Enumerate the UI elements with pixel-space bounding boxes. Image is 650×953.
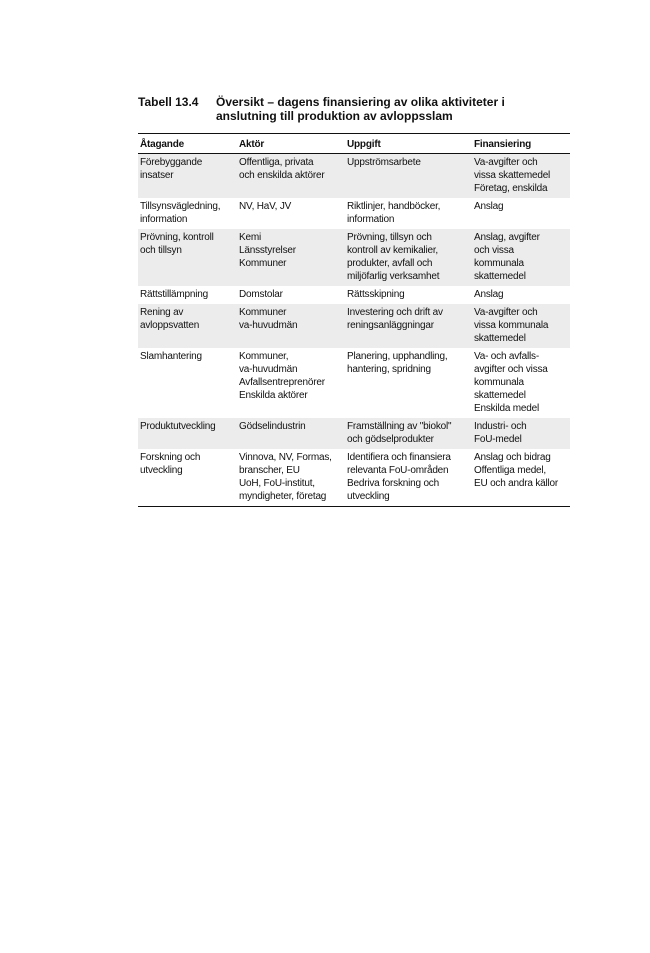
cell-text-line: Rening av [140,307,184,318]
cell-text-line: va-huvudmän [239,320,298,331]
cell-text-line: UoH, FoU-institut, [239,478,315,489]
cell-finansiering [472,229,570,286]
table-row [138,418,570,449]
cell-text-line: skattemedel [474,390,526,401]
cell-text-line: NV, HaV, JV [239,201,292,212]
cell-aktor [237,418,345,449]
cell-text-line: utveckling [140,465,183,476]
cell-aktor [237,449,345,507]
cell-atagande [138,286,237,304]
table-title: Översikt – dagens finansiering av olika aktiviteter i anslutning till produktion av avloppsslam [216,95,505,123]
cell-text-line: avloppsvatten [140,320,200,331]
cell-text-line: insatser [140,170,174,181]
cell-atagande [138,229,237,286]
cell-text-line: och gödselprodukter [347,434,434,445]
cell-text-line: relevanta FoU-områden [347,465,449,476]
table-row [138,154,570,199]
cell-text-line: och enskilda aktörer [239,170,325,181]
cell-aktor [237,154,345,199]
cell-text-line: Avfallsentreprenörer [239,377,325,388]
cell-text-line: kommunala [474,258,524,269]
cell-aktor [237,229,345,286]
cell-text-line: Rättstillämpning [140,289,208,300]
cell-finansiering [472,198,570,229]
cell-text-line: Tillsynsvägledning, [140,201,221,212]
cell-uppgift [345,418,472,449]
cell-text-line: Domstolar [239,289,283,300]
cell-text-line: Va- och avfalls- [474,351,539,362]
cell-text-line: Investering och drift av [347,307,443,318]
cell-uppgift [345,304,472,348]
table-row [138,304,570,348]
financing-table [138,133,570,507]
cell-text-line: reningsanläggningar [347,320,434,331]
table-row [138,286,570,304]
cell-atagande [138,449,237,507]
cell-uppgift [345,348,472,418]
cell-text-line: Framställning av "biokol" [347,421,452,432]
table-row [138,198,570,229]
cell-text-line: Kemi [239,232,261,243]
table-row [138,229,570,286]
cell-text-line: Enskilda aktörer [239,390,308,401]
cell-text-line: och vissa [474,245,514,256]
table-header-row [138,134,570,154]
cell-uppgift [345,449,472,507]
cell-text-line: Kommuner [239,307,287,318]
cell-text-line: kommunala [474,377,524,388]
header-aktor: Aktör [239,139,265,150]
cell-finansiering [472,348,570,418]
cell-text-line: skattemedel [474,333,526,344]
cell-text-line: Enskilda medel [474,403,540,414]
cell-text-line: skattemedel [474,271,526,282]
cell-text-line: Anslag och bidrag [474,452,551,463]
cell-text-line: Länsstyrelser [239,245,296,256]
cell-aktor [237,198,345,229]
cell-atagande [138,418,237,449]
cell-text-line: FoU-medel [474,434,522,445]
cell-text-line: Anslag, avgifter [474,232,540,243]
cell-text-line: produkter, avfall och [347,258,433,269]
cell-text-line: Planering, upphandling, [347,351,448,362]
cell-text-line: vissa skattemedel [474,170,551,181]
cell-text-line: Industri- och [474,421,527,432]
cell-text-line: information [347,214,395,225]
table-row [138,449,570,507]
cell-text-line: Va-avgifter och [474,157,538,168]
header-atagande: Åtagande [140,139,184,150]
cell-text-line: myndigheter, företag [239,491,327,502]
cell-finansiering [472,449,570,507]
cell-text-line: Prövning, tillsyn och [347,232,432,243]
cell-text-line: Va-avgifter och [474,307,538,318]
cell-uppgift [345,229,472,286]
cell-text-line: Offentliga medel, [474,465,547,476]
cell-text-line: hantering, spridning [347,364,431,375]
cell-finansiering [472,154,570,199]
cell-atagande [138,198,237,229]
cell-text-line: branscher, EU [239,465,300,476]
cell-text-line: Förebyggande [140,157,203,168]
cell-text-line: Prövning, kontroll [140,232,214,243]
cell-text-line: Rättsskipning [347,289,405,300]
cell-finansiering [472,418,570,449]
cell-text-line: Kommuner [239,258,287,269]
cell-text-line: Anslag [474,289,504,300]
cell-text-line: Anslag [474,201,504,212]
cell-text-line: utveckling [347,491,390,502]
cell-text-line: Uppströmsarbete [347,157,421,168]
table-body [138,154,570,507]
cell-finansiering [472,304,570,348]
cell-atagande [138,348,237,418]
table-number: Tabell 13.4 [138,95,199,109]
cell-text-line: Riktlinjer, handböcker, [347,201,441,212]
cell-text-line: Företag, enskilda [474,183,548,194]
cell-text-line: Gödselindustrin [239,421,306,432]
header-finansiering: Finansiering [474,139,532,150]
cell-text-line: va-huvudmän [239,364,298,375]
cell-text-line: Kommuner, [239,351,289,362]
cell-aktor [237,304,345,348]
cell-text-line: Produktutveckling [140,421,216,432]
cell-finansiering [472,286,570,304]
cell-aktor [237,348,345,418]
cell-text-line: kontroll av kemikalier, [347,245,438,256]
cell-text-line: och tillsyn [140,245,182,256]
cell-text-line: miljöfarlig verksamhet [347,271,440,282]
cell-uppgift [345,286,472,304]
cell-text-line: vissa kommunala [474,320,549,331]
header-uppgift: Uppgift [347,139,381,150]
cell-text-line: Identifiera och finansiera [347,452,451,463]
cell-text-line: Vinnova, NV, Formas, [239,452,332,463]
cell-uppgift [345,198,472,229]
cell-text-line: EU och andra källor [474,478,559,489]
cell-text-line: Bedriva forskning och [347,478,439,489]
cell-text-line: Slamhantering [140,351,202,362]
cell-atagande [138,154,237,199]
cell-text-line: Forskning och [140,452,201,463]
cell-text-line: information [140,214,188,225]
cell-text-line: Offentliga, privata [239,157,314,168]
cell-text-line: avgifter och vissa [474,364,548,375]
cell-uppgift [345,154,472,199]
cell-atagande [138,304,237,348]
table-row [138,348,570,418]
cell-aktor [237,286,345,304]
